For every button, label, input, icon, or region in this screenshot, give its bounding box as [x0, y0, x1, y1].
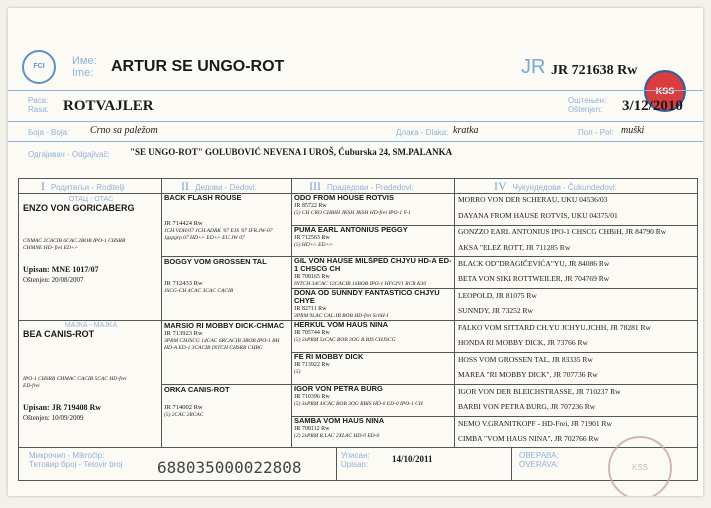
row-divider	[454, 256, 697, 257]
ancestor-entry: HOSS VOM GROSSEN TAL, JR 83335 Rw	[458, 355, 593, 364]
divider	[8, 90, 703, 91]
name-label-latin: Ime:	[72, 67, 94, 79]
row-divider	[161, 384, 291, 385]
column-header-great-grandparents: III Прадедови - Pradedovi:	[309, 179, 414, 193]
column-divider	[291, 179, 292, 447]
pedigree-certificate	[8, 8, 703, 496]
ancestor-entry: NEMO V.GRANITKOPF - HD-Frei, JR 71901 Rw	[458, 419, 612, 428]
entered-label: Уписан: Upisan:	[341, 451, 370, 469]
row-divider	[454, 225, 697, 226]
great-grandparent-cell: DONA OD SUNNDY FANTASTICO CHJYU CHYE JR 82711 Rw 3PRM 9LAC CAL:IB BOB HD-frei SchH-I	[294, 289, 440, 319]
row-divider	[161, 256, 291, 257]
certificate-footer	[18, 448, 698, 481]
ancestor-entry: BARBI VON PETRA BURG, JR 707236 Rw	[458, 402, 596, 411]
sex-label: Пол - Pol:	[578, 128, 614, 137]
dog-name: ARTUR SE UNGO-ROT	[111, 58, 285, 75]
dam-cell: МАЈКА - MAJKA BEA CANIS-ROT IPO-1 CHSRB CHMAC CACIB 5CAC HD-frei ED-frei Upisan: JR 719408 Rw Oštenjen: 10/09/2009	[23, 322, 127, 422]
ancestor-entry: DAYANA FROM HAUSE ROTVIS, UKU 04375/01	[458, 211, 618, 220]
row-divider	[454, 288, 697, 289]
ancestors-column	[454, 193, 697, 447]
ancestor-entry: MAREA "RI MOBBY DICK", JR 707736 Rw	[458, 370, 598, 379]
row-divider	[161, 320, 291, 321]
ancestor-entry: IGOR VON DER BLEICHSTRASSE, JR 710237 Rw	[458, 387, 621, 396]
grandparent-cell: BOGGY VOM GROSSEN TAL JR 712433 Rw JSCG-CH 4CAC 3CAC CACIB	[164, 258, 267, 294]
row-divider	[454, 384, 697, 385]
ancestor-entry: FALKO VOM SITTARD CH.YU JCHYU.JCHH, JR 78281 Rw	[458, 323, 651, 332]
great-grandparent-cell: IGOR VON PETRA BURG JR 710396 Rw (5) 3xPRM 4iCAC BOB 3OG RBIS HD-0 ED-0 IPO-1 CH	[294, 385, 423, 407]
coat-value: kratka	[453, 125, 479, 136]
microchip-number: 688035000022808	[157, 458, 302, 477]
ancestor-entry: HONDA RI MOBBY DICK, JR 73766 Rw	[458, 338, 588, 347]
breeder-value: "SE UNGO-ROT" GOLUBOVIĆ NEVENA I UROŠ, Ćuburska 24, SM.PALANKA	[130, 147, 453, 157]
verified-label: ОВЕРАВА: OVERAVA:	[519, 451, 559, 469]
registration-number: JR 721638 Rw	[551, 63, 638, 78]
great-grandparent-cell: FE RI MOBBY DICK JR 713922 Rw (5)	[294, 353, 364, 375]
name-label	[72, 55, 97, 79]
name-label-cyrillic: Име:	[72, 55, 97, 67]
whelped-label: Оштењен: Oštenjen:	[568, 96, 607, 114]
sex-value: muški	[621, 125, 645, 136]
row-divider	[454, 352, 697, 353]
ancestor-entry: CIMBA "VOM HAUS NINA", JR 702766 Rw	[458, 434, 599, 443]
grandparent-cell: BACK FLASH ROUSE JR 714424 Rw JCH.VDH/07 JCH.ADRK '07 EJS '07 IFR.JW-07 Jgspgrp.07 HD+/- ED+/- EU.JW 07	[164, 194, 273, 241]
entered-date: 14/10/2011	[392, 454, 433, 464]
ancestor-entry: BETA VON SIKI ROTTWEILER, JR 704769 Rw	[458, 274, 610, 283]
grandparent-cell: ORKA CANIS-ROT JR 714002 Rw (5) 2CAC 2RCAC	[164, 386, 230, 418]
great-grandparent-cell: SAMBA VOM HAUS NINA JR 708112 Rw (2) 2xPRM R.LAC 2XLAC HD-0 ED-0	[294, 417, 385, 439]
kss-logo: KSS	[644, 70, 686, 112]
row-divider	[454, 416, 697, 417]
color-label: Боја - Boja:	[28, 128, 70, 137]
ancestor-entry: AKSA "ELEZ ROTT, JR 711285 Rw	[458, 243, 571, 252]
breeder-label: Одгајивач - Odgajivač:	[28, 150, 110, 159]
great-grandparent-cell: ODO FROM HOUSE ROTVIS JR 85722 Rw (5) CH CRO CHBIH JKSH JKSH HD-frei IPO-1 Y-1	[294, 194, 411, 216]
ancestor-entry: SUNNDY, JR 73252 Rw	[458, 306, 533, 315]
divider	[8, 141, 703, 142]
column-divider	[161, 179, 162, 447]
column-header-ancestors: IV Чукундедови - Čukundedovi:	[494, 179, 617, 193]
ancestor-entry: LEOPOLD, JR 81075 Rw	[458, 291, 537, 300]
great-grandparent-cell: PUMA EARL ANTONIUS PEGGY JR 712563 Rw (5) HD+/- ED+/-	[294, 226, 408, 248]
sire-cell: ОТАЦ - OTAC ENZO VON GORICABERG CNMAC 2CACIB 6CAC 2BOB IPO-1 CHSRB CHMNE HD- frei ED+/- Upisan: MNE 1017/07 Oštenjen: 20/08/2007	[23, 196, 135, 284]
row-divider	[19, 320, 161, 321]
whelped-date: 3/12/2010	[622, 98, 683, 114]
color-value: Crno sa paležom	[90, 125, 158, 136]
great-grandparent-cell: HERKUL VOM HAUS NINA JR 705744 Rw (5) 2xPRM 5xCAC BOB 3OG R.BIS CHJSCG	[294, 321, 396, 343]
chip-label: Микрочип - Mikročip: Тетовир број - Tetovir broj	[29, 451, 123, 469]
column-header-grandparents: II Дедови - Dedovi:	[181, 179, 257, 193]
divider	[8, 121, 703, 122]
footer-divider	[511, 448, 512, 480]
great-grandparent-cell: GIL VON HAUSE MILŠPED CHJYU HD-A ED-1 CHSCG CH JR 708165 Rw INTCH 34CAC 12CACIB 16BOB IPO-1 HFGIV1 RCR K30	[294, 257, 452, 287]
pedigree-table	[18, 178, 698, 448]
official-stamp: KSS	[608, 436, 672, 496]
coat-label: Длака - Dlaka:	[396, 128, 449, 137]
ancestor-entry: GONZZO EARL ANTONIUS IPO-1 CHSCG CHBiH, JR 84790 Rw	[458, 227, 667, 236]
ancestor-entry: BLACK OD"DRAGIČEVIĆA"YU, JR 84086 Rw	[458, 259, 610, 268]
column-header-parents: I Родитељи - Roditelji	[41, 179, 125, 193]
fci-logo: FCI	[22, 50, 56, 84]
ancestor-entry: MORRO VON DER SCHERAU, UKU 04536/03	[458, 195, 608, 204]
grandparent-cell: MARSIO RI MOBBY DICK-CHMAC JR 713923 Rw 3PRM CHJSCG 14CAC 6RCACIB 3BOB IPO-1 BH HD-A ED-1 3CACIB INTCH CHSRB CHBG	[164, 322, 285, 351]
footer-divider	[336, 448, 337, 480]
row-divider	[454, 320, 697, 321]
registry-prefix: JR	[521, 56, 546, 78]
breed-label: Раса: Rasa:	[28, 96, 49, 114]
breed-value: ROTVAJLER	[63, 98, 154, 114]
